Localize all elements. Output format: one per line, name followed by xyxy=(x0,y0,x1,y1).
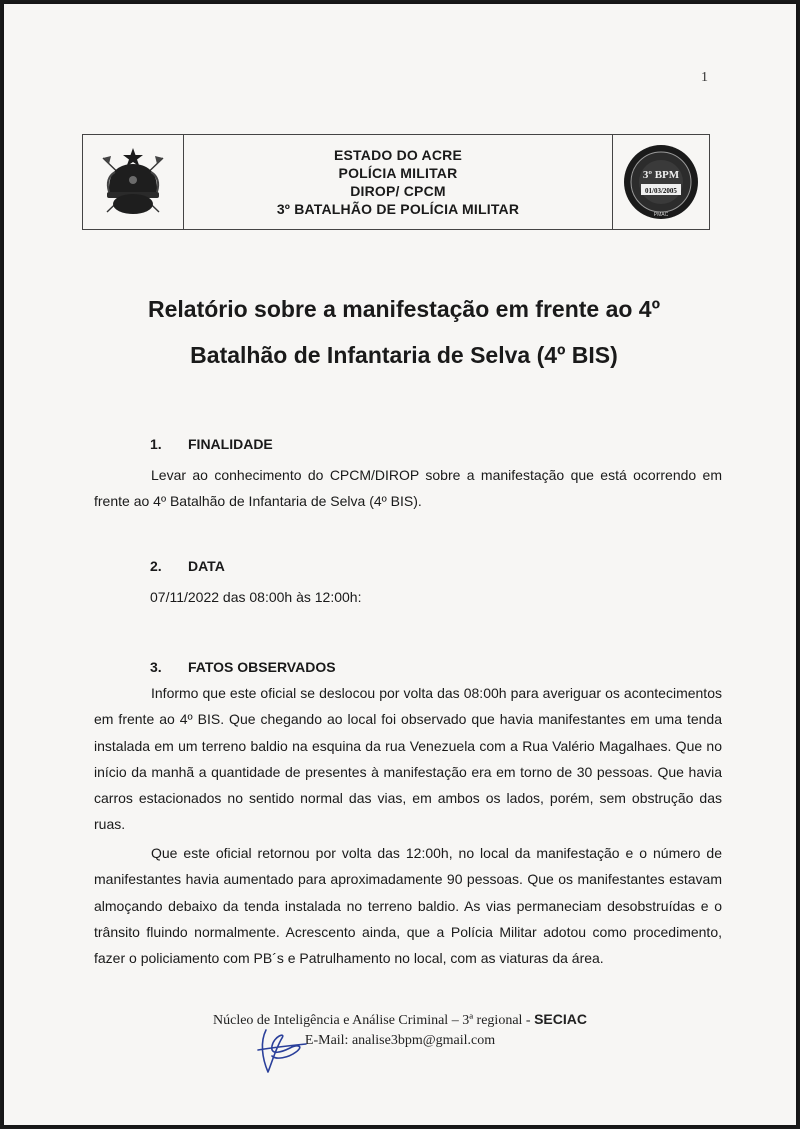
battalion-seal-icon xyxy=(621,142,701,222)
letterhead-line: 3º BATALHÃO DE POLÍCIA MILITAR xyxy=(276,201,520,217)
section-number: 1. xyxy=(150,436,162,452)
letterhead-line: DIROP/ CPCM xyxy=(350,183,446,199)
paragraph: Levar ao conhecimento do CPCM/DIROP sobre a manifestação que está ocorrendo em frente ao 4º Batalhão de Infantaria de Selva (4º BIS). xyxy=(94,467,722,510)
letterhead-line: POLÍCIA MILITAR xyxy=(338,165,458,181)
paragraph: 07/11/2022 das 08:00h às 12:00h: xyxy=(150,589,362,605)
section-heading-finalidade xyxy=(150,436,273,452)
footer-line xyxy=(4,1009,796,1031)
letterhead-line: ESTADO DO ACRE xyxy=(333,147,463,163)
footer-seciac: SECIAC xyxy=(534,1011,587,1027)
paragraph: Informo que este oficial se deslocou por volta das 08:00h para averiguar os acontecimentos em frente ao 4º BIS. Que chegando ao local foi observado que havia manifestantes em uma tenda instalada em um terreno baldio na esquina da rua Venezuela com a Rua Valério Magalhaes. Que no início da manhã a quantidade de presentes à manifestação era em torno de 30 pessoas. Que havia carros estacionados no sentido normal das vias, em ambos os lados, porém, sem obstrução das ruas. xyxy=(94,685,722,833)
section-title: FATOS OBSERVADOS xyxy=(188,659,336,675)
section-heading-fatos xyxy=(150,659,336,675)
police-crest-icon xyxy=(93,142,173,222)
signature-icon xyxy=(252,1022,312,1078)
seal-cell xyxy=(612,135,709,229)
section-heading-data xyxy=(150,558,225,574)
letterhead-text xyxy=(184,135,612,229)
section-title: FINALIDADE xyxy=(188,436,273,452)
seal-center-text: 3º BPM xyxy=(642,169,680,181)
document-title xyxy=(64,286,744,378)
section-number: 3. xyxy=(150,659,162,675)
section-number: 2. xyxy=(150,558,162,574)
section-title: DATA xyxy=(188,558,225,574)
paragraph: Que este oficial retornou por volta das 12:00h, no local da manifestação e o número de manifestantes havia aumentado para aproximadamente 90 pessoas. Que os manifestantes estavam almoçando debaixo da tenda instalada no terreno baldio. As vias permaneciam desobstruídas e o trânsito fluindo normalmente. Acrescento ainda, que a Polícia Militar adotou como procedimento, fazer o policiamento com PB´s e Patrulhamento no local, com as viaturas da área. xyxy=(94,845,722,967)
seal-bottom-text: PMAC xyxy=(653,212,669,218)
footer-unit: Núcleo de Inteligência e Análise Criminal – 3ª regional - xyxy=(213,1013,535,1028)
footer xyxy=(4,1009,796,1051)
document-page xyxy=(4,4,796,1125)
letterhead xyxy=(82,134,710,230)
crest-cell xyxy=(83,135,184,229)
footer-email: E-Mail: analise3bpm@gmail.com xyxy=(304,1033,496,1048)
title-line: Relatório sobre a manifestação em frente ao 4º xyxy=(147,296,661,322)
title-line: Batalhão de Infantaria de Selva (4º BIS) xyxy=(190,342,618,368)
seal-date: 01/03/2005 xyxy=(645,187,677,195)
page-number: 1 xyxy=(701,70,708,85)
